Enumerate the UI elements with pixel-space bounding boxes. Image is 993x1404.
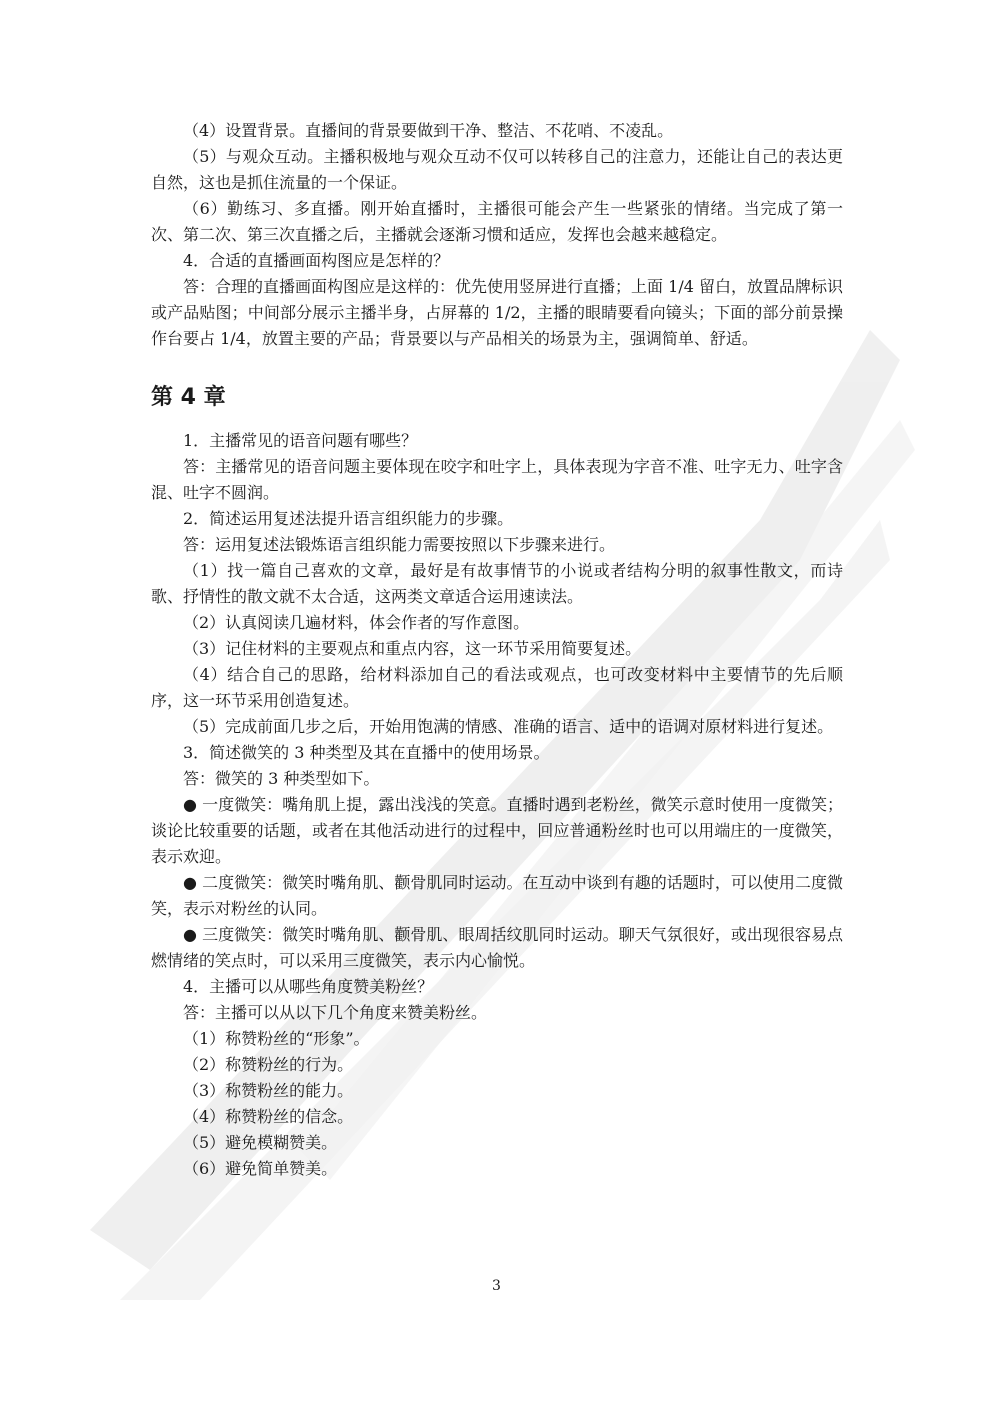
question: 4．主播可以从哪些角度赞美粉丝？ bbox=[183, 977, 434, 996]
question: 2．简述运用复述法提升语言组织能力的步骤。 bbox=[183, 509, 514, 528]
question: 1．主播常见的语音问题有哪些？ bbox=[183, 431, 418, 450]
bullet-item: ● 二度微笑：微笑时嘴角肌、颧骨肌同时运动。在互动中谈到有趣的话题时，可以使用二度微笑，表示对粉丝的认同。 bbox=[151, 873, 843, 918]
answer: 答：主播常见的语音问题主要体现在咬字和吐字上，具体表现为字音不准、吐字无力、吐字含混、吐字不圆润。 bbox=[151, 457, 843, 502]
list-item: （4）称赞粉丝的信念。 bbox=[183, 1107, 354, 1126]
page-number: 3 bbox=[492, 1278, 501, 1294]
question: 3．简述微笑的 3 种类型及其在直播中的使用场景。 bbox=[183, 743, 550, 762]
list-item: （5）完成前面几步之后，开始用饱满的情感、准确的语言、适中的语调对原材料进行复述。 bbox=[183, 717, 834, 736]
answer: 答：微笑的 3 种类型如下。 bbox=[183, 769, 380, 788]
answer: 答：合理的直播画面构图应是这样的：优先使用竖屏进行直播；上面 1/4 留白，放置品牌标识或产品贴图；中间部分展示主播半身，占屏幕的 1/2，主播的眼睛要看向镜头；下面的部分前景操作台要占 1/4，放置主要的产品；背景要以与产品相关的场景为主，强调简单、舒适。 bbox=[151, 277, 843, 348]
list-item: （5）避免模糊赞美。 bbox=[183, 1133, 338, 1152]
list-item: （2）称赞粉丝的行为。 bbox=[183, 1055, 354, 1074]
question: 4．合适的直播画面构图应是怎样的？ bbox=[183, 251, 450, 270]
answer: 答：运用复述法锻炼语言组织能力需要按照以下步骤来进行。 bbox=[183, 535, 616, 554]
list-item: （3）称赞粉丝的能力。 bbox=[183, 1081, 354, 1100]
paragraph: （6）勤练习、多直播。刚开始直播时，主播很可能会产生一些紧张的情绪。当完成了第一次、第二次、第三次直播之后，主播就会逐渐习惯和适应，发挥也会越来越稳定。 bbox=[151, 199, 843, 244]
answer: 答：主播可以从以下几个角度来赞美粉丝。 bbox=[183, 1003, 488, 1022]
paragraph: （5）与观众互动。主播积极地与观众互动不仅可以转移自己的注意力，还能让自己的表达更自然，这也是抓住流量的一个保证。 bbox=[151, 147, 843, 192]
paragraph: （4）设置背景。直播间的背景要做到干净、整洁、不花哨、不凌乱。 bbox=[183, 121, 674, 140]
bullet-item: ● 一度微笑：嘴角肌上提，露出浅浅的笑意。直播时遇到老粉丝，微笑示意时使用一度微笑；谈论比较重要的话题，或者在其他活动进行的过程中，回应普通粉丝时也可以用端庄的一度微笑，表示欢迎。 bbox=[151, 795, 843, 866]
list-item: （4）结合自己的思路，给材料添加自己的看法或观点，也可改变材料中主要情节的先后顺序，这一环节采用创造复述。 bbox=[151, 665, 843, 710]
list-item: （1）称赞粉丝的“形象”。 bbox=[183, 1029, 370, 1048]
list-item: （3）记住材料的主要观点和重点内容，这一环节采用简要复述。 bbox=[183, 639, 642, 658]
list-item: （1）找一篇自己喜欢的文章，最好是有故事情节的小说或者结构分明的叙事性散文，而诗歌、抒情性的散文就不太合适，这两类文章适合运用速读法。 bbox=[151, 561, 843, 606]
list-item: （6）避免简单赞美。 bbox=[183, 1159, 338, 1178]
chapter-title: 第 4 章 bbox=[151, 385, 226, 410]
list-item: （2）认真阅读几遍材料，体会作者的写作意图。 bbox=[183, 613, 530, 632]
page-content bbox=[151, 118, 843, 1182]
bullet-item: ● 三度微笑：微笑时嘴角肌、颧骨肌、眼周括纹肌同时运动。聊天气氛很好，或出现很容易点燃情绪的笑点时，可以采用三度微笑，表示内心愉悦。 bbox=[151, 925, 843, 970]
